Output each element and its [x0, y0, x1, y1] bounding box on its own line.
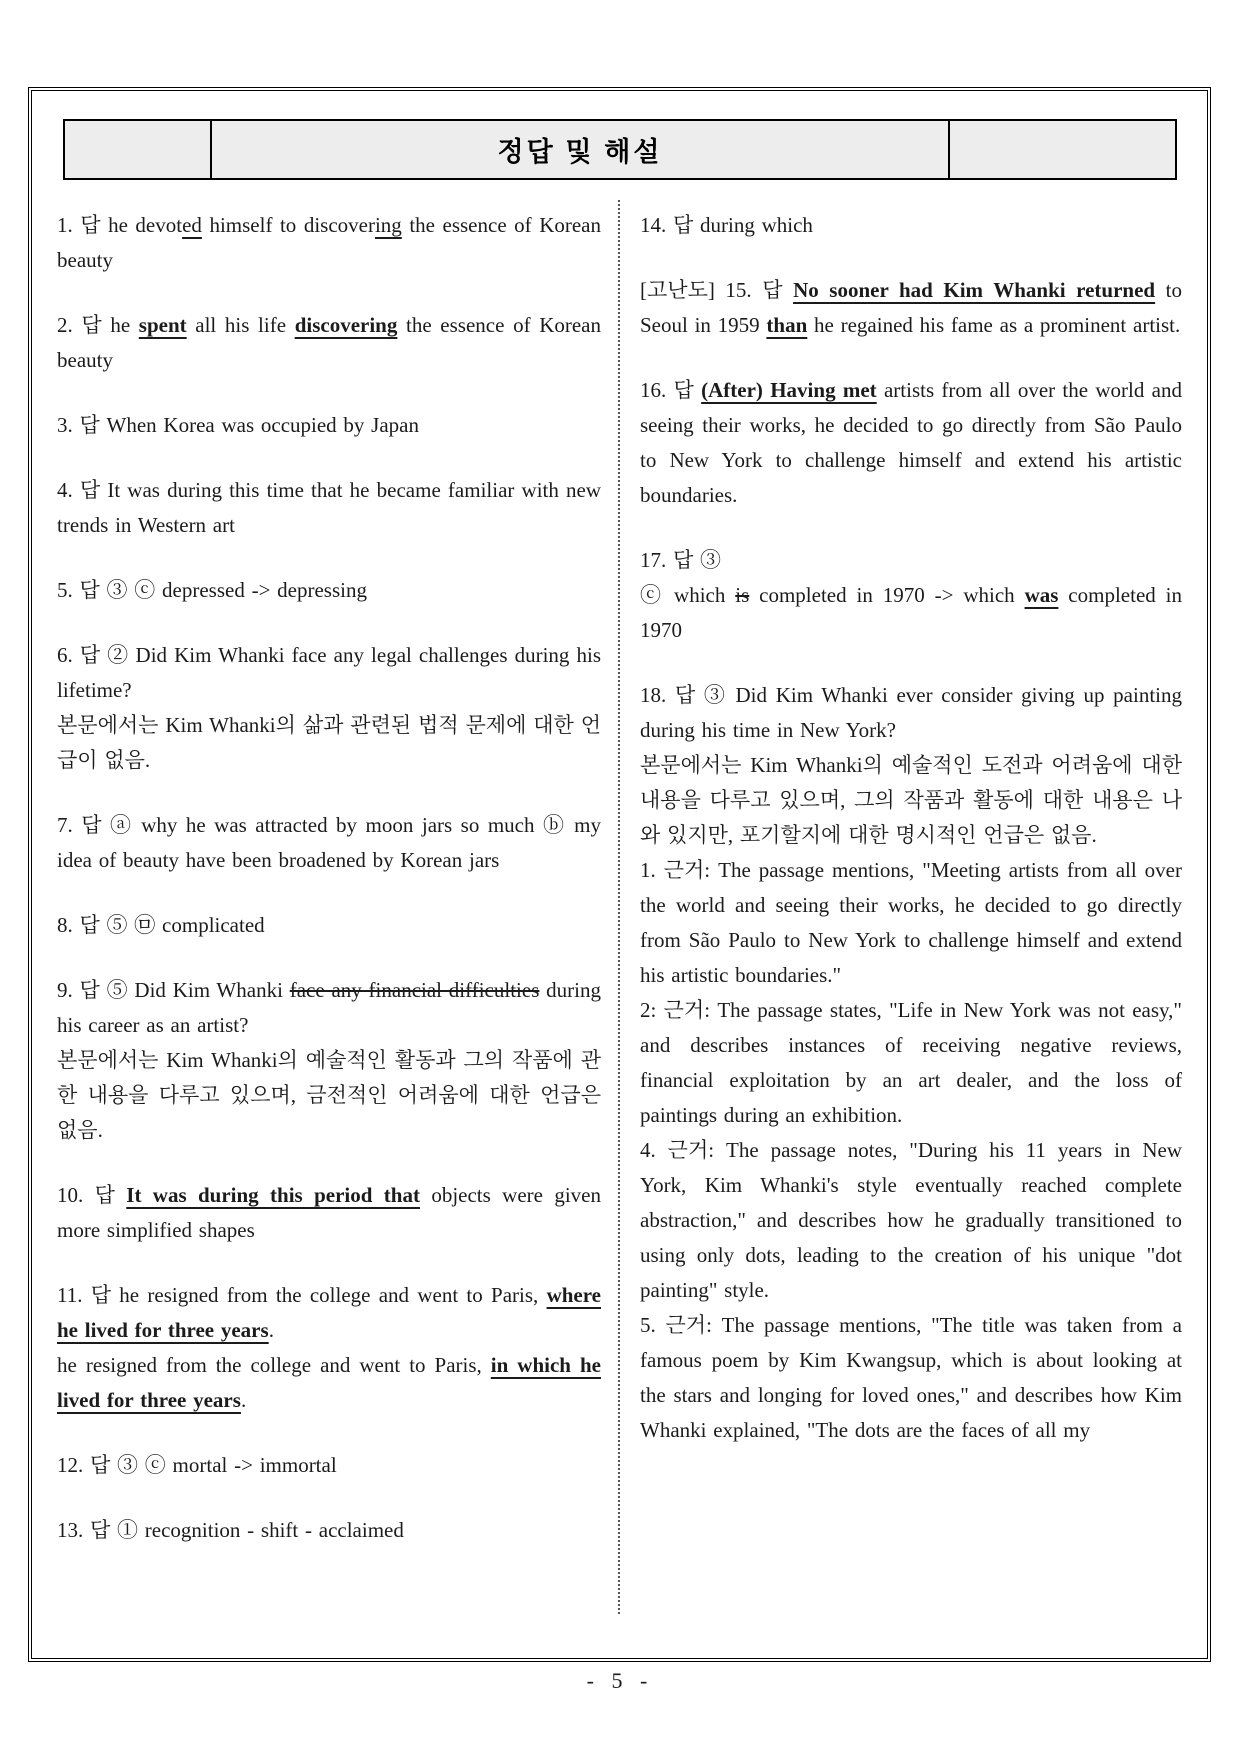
answer-paragraph	[57, 808, 601, 878]
answer-paragraph	[57, 973, 601, 1043]
text-segment: 4. 근거: The passage notes, "During his 11 years in New York, Kim Whanki's style eventually reached complete abstraction," and describes how he gradually transitioned to using only dots, leading to the creation of his unique "dot painting" style.	[640, 1138, 1182, 1302]
content-right-column	[640, 208, 1182, 1448]
text-segment: ed	[182, 213, 202, 237]
text-segment: ⓒ which	[640, 583, 736, 607]
text-segment: 10. 답	[57, 1183, 127, 1207]
text-segment: 13. 답 ① recognition - shift - acclaimed	[57, 1518, 404, 1542]
text-segment: .	[240, 1388, 247, 1412]
text-segment: where he lived for three years	[57, 1283, 601, 1342]
text-segment: (After) Having met	[701, 378, 877, 402]
text-segment: 5. 근거: The passage mentions, "The title was taken from a famous poem by Kim Kwangsup, which is about looking at the stars and longing for loved ones," and describes how Kim Whanki explained, "The dots are the faces of all my	[640, 1313, 1182, 1442]
answer-paragraph	[57, 908, 601, 943]
text-segment: 1. 답 he devot	[57, 213, 183, 237]
text-segment: completed in 1970	[640, 583, 1182, 642]
answer-paragraph	[57, 1278, 601, 1348]
text-segment: 본문에서는 Kim Whanki의 예술적인 도전과 어려움에 대한 내용을 다루고 있으며, 그의 작품과 활동에 대한 내용은 나와 있지만, 포기할지에 대한 명시적인 언급은 없음.	[640, 753, 1182, 847]
answer-paragraph	[57, 1448, 601, 1483]
answer-paragraph	[640, 993, 1182, 1133]
text-segment: 6. 답 ② Did Kim Whanki face any legal challenges during his lifetime?	[57, 643, 601, 702]
text-segment: 4. 답 It was during this time that he became familiar with new trends in Western art	[57, 478, 601, 537]
answer-paragraph	[57, 208, 601, 278]
page-title: 정답 및 해설	[497, 137, 663, 167]
text-segment: the essence of Korean beauty	[57, 313, 601, 372]
answer-block	[640, 373, 1182, 513]
answer-paragraph	[57, 573, 601, 608]
answer-paragraph	[57, 308, 601, 378]
answer-block	[640, 208, 1182, 243]
answer-block	[640, 273, 1182, 343]
answer-block	[640, 543, 1182, 648]
text-segment: was	[1024, 583, 1059, 607]
text-segment: 14. 답 during which	[640, 213, 813, 237]
text-segment: objects were given more simplified shapes	[57, 1183, 601, 1242]
answer-block	[57, 1448, 601, 1483]
answer-block	[57, 573, 601, 608]
answer-block	[57, 908, 601, 943]
answer-paragraph	[640, 678, 1182, 748]
header-cell-right	[948, 121, 1175, 178]
text-segment: 본문에서는 Kim Whanki의 삶과 관련된 법적 문제에 대한 언급이 없음.	[57, 713, 601, 772]
answer-block	[57, 808, 601, 878]
answer-paragraph	[640, 208, 1182, 243]
text-segment: during his career as an artist?	[57, 978, 602, 1037]
page-number: - 5 -	[586, 1668, 654, 1693]
answer-paragraph	[640, 543, 1182, 578]
header-cell-left	[65, 121, 212, 178]
text-segment: than	[766, 313, 808, 337]
text-segment: completed in 1970 -> which	[749, 583, 1025, 607]
text-segment: 11. 답 he resigned from the college and went to Paris,	[57, 1283, 547, 1307]
text-segment: he regained his fame as a prominent artist.	[807, 313, 1181, 337]
text-segment: 18. 답 ③ Did Kim Whanki ever consider giving up painting during his time in New York?	[640, 683, 1182, 742]
answer-paragraph	[57, 1513, 601, 1548]
answer-paragraph	[57, 638, 601, 708]
answer-paragraph	[57, 1178, 601, 1248]
answer-paragraph	[57, 1043, 601, 1148]
answer-paragraph	[57, 473, 601, 543]
answer-block	[57, 1278, 601, 1418]
header-title-cell	[212, 121, 948, 178]
answer-block	[640, 678, 1182, 1448]
text-segment: himself to discover	[201, 213, 375, 237]
answer-paragraph	[640, 373, 1182, 513]
answer-paragraph	[640, 748, 1182, 853]
text-segment: artists from all over the world and seeing their works, he decided to go directly from São Paulo to New York to challenge himself and extend his artistic boundaries.	[640, 378, 1182, 507]
text-segment: 9. 답 ⑤ Did Kim Whanki	[57, 978, 290, 1002]
answer-paragraph	[640, 1308, 1182, 1448]
answer-paragraph	[640, 273, 1182, 343]
column-divider	[618, 200, 620, 1614]
answer-block	[57, 1178, 601, 1248]
text-segment: .	[268, 1318, 274, 1342]
text-segment: [고난도] 15. 답	[640, 278, 794, 302]
answer-paragraph	[640, 853, 1182, 993]
answer-block	[57, 208, 601, 278]
text-segment: 5. 답 ③ ⓒ depressed -> depressing	[57, 578, 367, 602]
text-segment: 2. 답 he	[57, 313, 139, 337]
text-segment: discovering	[294, 313, 398, 337]
answer-paragraph	[57, 708, 601, 778]
text-segment: the essence of Korean beauty	[57, 213, 601, 272]
text-segment: 2: 근거: The passage states, "Life in New York was not easy," and describes instances of receiving negative reviews, financial exploitation by an art dealer, and the loss of paintings during an exhibition.	[640, 998, 1182, 1127]
answer-block	[57, 473, 601, 543]
text-segment: No sooner had Kim Whanki returned	[793, 278, 1156, 302]
answer-block	[57, 308, 601, 378]
text-segment: 8. 답 ⑤ ㉤ complicated	[57, 913, 265, 937]
answer-block	[57, 1513, 601, 1548]
text-segment: 12. 답 ③ ⓒ mortal -> immortal	[57, 1453, 337, 1477]
answer-paragraph	[640, 1133, 1182, 1308]
text-segment: to Seoul in 1959	[640, 278, 1182, 337]
text-segment: in which he lived for three years	[57, 1353, 601, 1412]
text-segment: all his life	[186, 313, 295, 337]
text-segment: It was during this period that	[126, 1183, 420, 1207]
answer-block	[57, 638, 601, 778]
text-segment: ing	[374, 213, 402, 237]
text-segment: is	[735, 583, 750, 607]
text-segment: 1. 근거: The passage mentions, "Meeting artists from all over the world and seeing their works, he decided to go directly from São Paulo to New York to challenge himself and extend his artistic boundaries."	[640, 858, 1182, 987]
answer-paragraph	[57, 408, 601, 443]
text-segment: face any financial difficulties	[289, 978, 540, 1002]
content-left-column	[57, 208, 601, 1548]
text-segment: spent	[138, 313, 187, 337]
text-segment: 7. 답 ⓐ why he was attracted by moon jars so much ⓑ my idea of beauty have been broadened by Korean jars	[57, 813, 601, 872]
text-segment: 16. 답	[640, 378, 702, 402]
answer-block	[57, 973, 601, 1148]
answer-paragraph	[57, 1348, 601, 1418]
text-segment: 17. 답 ③	[640, 548, 722, 572]
answer-paragraph	[640, 578, 1182, 648]
text-segment: 본문에서는 Kim Whanki의 예술적인 활동과 그의 작품에 관한 내용을 다루고 있으며, 금전적인 어려움에 대한 언급은 없음.	[57, 1048, 601, 1142]
text-segment: he resigned from the college and went to Paris,	[57, 1353, 491, 1377]
header-table	[63, 119, 1177, 180]
text-segment: 3. 답 When Korea was occupied by Japan	[57, 413, 419, 437]
answer-block	[57, 408, 601, 443]
